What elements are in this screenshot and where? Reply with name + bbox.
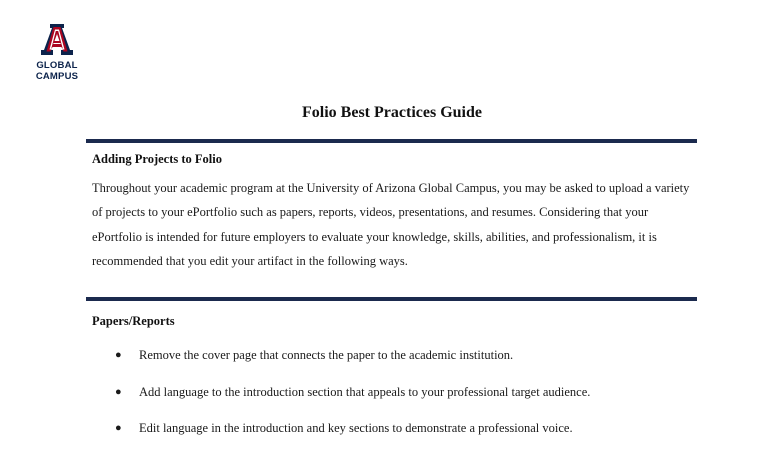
bullet-icon: ● xyxy=(115,349,122,361)
document-title: Folio Best Practices Guide xyxy=(302,104,482,121)
bullet-icon: ● xyxy=(115,385,122,398)
intro-paragraph: Throughout your academic program at the University of Arizona Global Campus, you may be asked to upload a variety of projects to your ePortfolio such as papers, reports, videos, presentations, and resumes. Considering that your ePortfolio is intended for future employers to evaluate your knowledge, skills, abilities, and professionalism, it is recommended that you edit your artifact in the following ways. xyxy=(92,181,690,268)
section-divider-middle xyxy=(86,297,697,301)
section-heading-adding-projects: Adding Projects to Folio xyxy=(92,152,222,166)
university-logo xyxy=(30,24,84,86)
logo-line-global: GLOBAL xyxy=(36,60,78,71)
arizona-a-logo-icon xyxy=(39,24,75,56)
bullet-text: Remove the cover page that connects the paper to the academic institution. xyxy=(139,348,514,362)
logo-line-campus: CAMPUS xyxy=(35,71,79,82)
bullet-text: Add language to the introduction section that appeals to your professional target audience. xyxy=(139,384,591,399)
section-heading-papers-reports: Papers/Reports xyxy=(92,314,175,328)
section-divider-top xyxy=(86,139,697,143)
bullet-text: Edit language in the introduction and key sections to demonstrate a professional voice. xyxy=(139,421,573,435)
bullet-icon: ● xyxy=(115,422,122,434)
